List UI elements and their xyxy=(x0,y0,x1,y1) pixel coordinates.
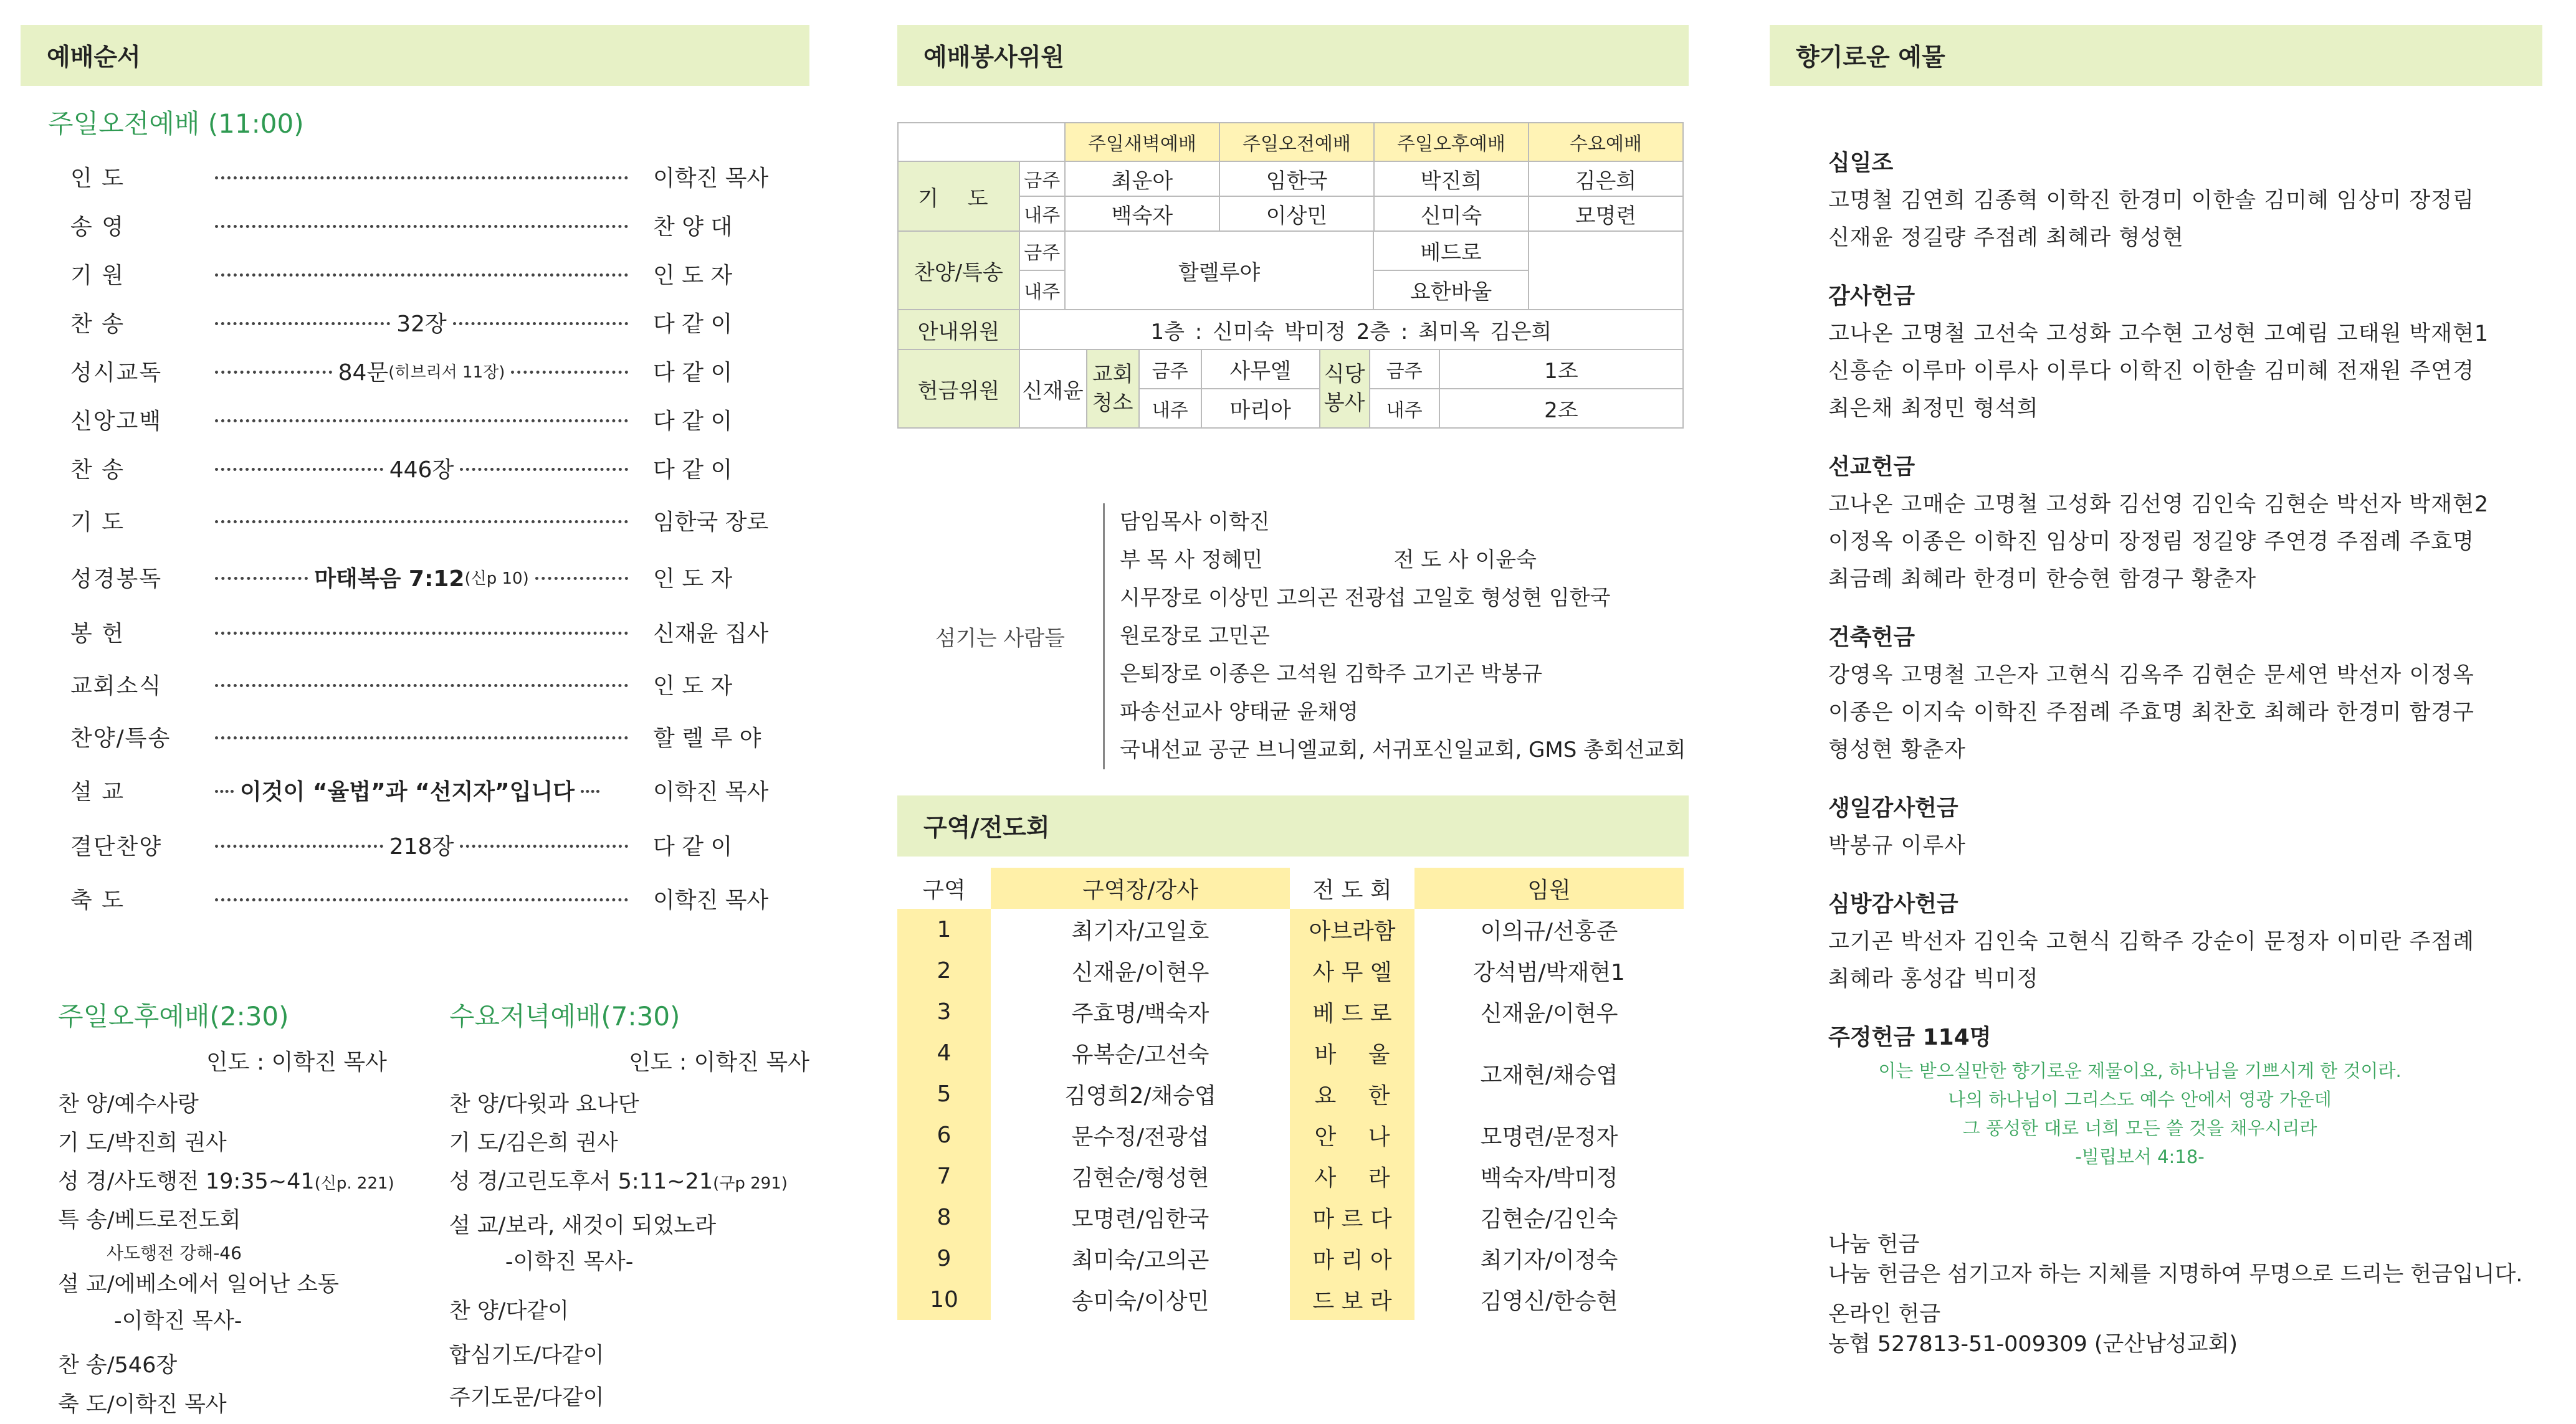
list-item: 설 교/보라, 새것이 되었노라 xyxy=(449,1213,717,1238)
list-item: 사도행전 강해-46 xyxy=(107,1243,242,1263)
list-item: 주기도문/다같이 xyxy=(449,1385,604,1410)
column-header: 주일오후예배 xyxy=(1374,123,1529,161)
row-subheader: 금주 xyxy=(1370,350,1439,389)
wednesday-evening-service xyxy=(449,996,809,1424)
list-item: 합심기도/다같이 xyxy=(449,1343,604,1368)
sharing-offering-desc: 나눔 헌금은 섬기고자 하는 지체를 지명하여 무명으로 드리는 헌금입니다. xyxy=(1828,1262,2523,1287)
zones-table xyxy=(897,868,1684,1320)
sunday-afternoon-service xyxy=(21,996,449,1424)
sunday-morning-title: 주일오전예배 (11:00) xyxy=(48,108,304,139)
table-row: 10 송미숙/이상민 드 보 라 김영신/한승현 xyxy=(897,1279,1684,1320)
other-services xyxy=(21,996,809,1424)
column-header: 주일새벽예배 xyxy=(1065,123,1219,161)
list-item: 찬양/특송 할 렐 루 야 xyxy=(70,725,761,751)
column-header: 전 도 회 xyxy=(1290,868,1414,909)
table-row: 3 주효명/백숙자 베 드 로 신재윤/이현우 xyxy=(897,991,1684,1032)
list-item: 기 도 임한국 장로 xyxy=(70,509,769,535)
list-item: 봉 헌 신재윤 집사 xyxy=(70,620,769,647)
column-header: 구역장/강사 xyxy=(991,868,1290,909)
wednesday-evening-leader: 인도 : 이학진 목사 xyxy=(629,1050,809,1075)
table-cell: 신미숙 xyxy=(1374,196,1529,231)
row-header: 안내위원 xyxy=(898,310,1019,349)
offerings-column xyxy=(1770,0,2542,1359)
table-cell: 임한국 xyxy=(1219,161,1374,196)
list-item: 성시교독 84문 (히브리서 11장) 다 같 이 xyxy=(70,359,733,386)
list-item: 찬 송 32장 다 같 이 xyxy=(70,311,733,337)
column-header: 임원 xyxy=(1414,868,1684,909)
list-item: 고명철 김연희 김종혁 이학진 한경미 이한솔 김미혜 임상미 장정림 xyxy=(1828,188,2474,213)
row-header: 교회 청소 xyxy=(1087,350,1139,427)
offering-title: 주정헌금 114명 xyxy=(1828,1025,1992,1050)
sunday-afternoon-leader: 인도 : 이학진 목사 xyxy=(206,1050,387,1075)
table-row: 6 문수정/전광섭 안 나 모명련/문정자 xyxy=(897,1114,1684,1156)
list-item: 고나온 고명철 고선숙 고성화 고수현 고성현 고예림 고태원 박재현1 xyxy=(1828,321,2489,346)
list-item: 결단찬양 218장 다 같 이 xyxy=(70,833,733,860)
table-cell: 모명련 xyxy=(1529,196,1683,231)
row-header: 식당 봉사 xyxy=(1320,350,1370,427)
offerings-list xyxy=(1828,145,2542,1171)
row-header: 헌금위원 xyxy=(898,349,1019,428)
list-item: 찬 양/다윗과 요나단 xyxy=(449,1092,639,1117)
list-item: 최금례 최혜라 한경미 한승현 함경구 황춘자 xyxy=(1828,567,2257,592)
list-item: 담임목사 이학진 xyxy=(1120,510,1270,534)
sharing-offering-title: 나눔 헌금 xyxy=(1828,1232,1920,1257)
table-row: 9 최미숙/고의곤 마 리 아 최기자/이정숙 xyxy=(897,1238,1684,1279)
list-item: 기 도/김은희 권사 xyxy=(449,1131,618,1156)
list-item: 국내선교 공군 브니엘교회, 서귀포신일교회, GMS 총회선교회 xyxy=(1120,738,1686,762)
column-header: 구역 xyxy=(897,868,991,909)
list-item: 이정옥 이종은 이학진 임상미 장정림 정길양 주연경 주점례 주효명 xyxy=(1828,529,2474,554)
table-cell: 사무엘 xyxy=(1201,350,1320,389)
list-item: 설 교/에베소에서 일어난 소동 xyxy=(58,1272,339,1297)
offering-title: 심방감사헌금 xyxy=(1828,891,1958,917)
volunteers-column xyxy=(897,0,1689,1320)
offering-info xyxy=(1828,1230,2542,1359)
table-cell: 김은희 xyxy=(1529,161,1683,196)
list-item: 신앙고백 다 같 이 xyxy=(70,408,733,434)
table-cell: 베드로 xyxy=(1373,232,1528,270)
table-cell: 이상민 xyxy=(1219,196,1374,231)
online-offering-title: 온라인 헌금 xyxy=(1828,1302,1941,1327)
list-item: 송 영 찬 양 대 xyxy=(70,214,733,240)
table-cell: 2조 xyxy=(1439,389,1682,427)
list-item: 특 송/베드로전도회 xyxy=(58,1208,241,1233)
row-header: 기 도 xyxy=(898,161,1019,231)
zones-header: 구역/전도회 xyxy=(897,795,1689,857)
list-item: 파송선교사 양태균 윤채영 xyxy=(1120,700,1358,724)
table-cell: 1층 : 신미숙 박미정 2층 : 최미옥 김은희 xyxy=(1019,310,1683,349)
row-subheader: 금주 xyxy=(1139,350,1201,389)
list-item: 성경봉독 마태복음 7:12 (신p 10) 인 도 자 xyxy=(70,566,733,592)
row-subheader: 내주 xyxy=(1019,196,1065,231)
list-item: 기 도/박진희 권사 xyxy=(58,1131,227,1156)
list-item: 찬 양/예수사랑 xyxy=(58,1092,199,1117)
list-item: 은퇴장로 이종은 고석원 김학주 고기곤 박봉규 xyxy=(1120,662,1543,686)
list-item: 시무장로 이상민 고의곤 전광섭 고일호 형성현 임한국 xyxy=(1120,586,1611,610)
list-item: 최은채 최정민 형석희 xyxy=(1828,396,2039,421)
staff-label: 섬기는 사람들 xyxy=(935,626,1065,651)
list-item: 고나온 고매순 고명철 고성화 김선영 김인숙 김현순 박선자 박재현2 xyxy=(1828,492,2489,517)
list-item: 형성현 황춘자 xyxy=(1828,738,1966,762)
list-item: 최혜라 홍성갑 빅미정 xyxy=(1828,967,2039,992)
volunteer-table xyxy=(897,122,1684,429)
offering-title: 선교헌금 xyxy=(1828,454,1915,480)
list-item: 박봉규 이루사 xyxy=(1828,833,1966,858)
column-header: 주일오전예배 xyxy=(1219,123,1374,161)
offering-title: 생일감사헌금 xyxy=(1828,795,1958,821)
scripture-verse: 이는 받으실만한 향기로운 제물이요, 하나님을 기쁘시게 한 것이라. 나의 하나님이 그리스도 예수 안에서 영광 가운데 그 풍성한 대로 너희 모든 쓸 것을 채우시리라 -빌립보서 4:18- xyxy=(1878,1060,2402,1167)
list-item: -이학진 목사- xyxy=(505,1250,634,1274)
list-item: 강영옥 고명철 고은자 고현식 김옥주 김현순 문세연 박선자 이정옥 xyxy=(1828,663,2474,688)
offerings-header: 향기로운 예물 xyxy=(1770,25,2542,86)
table-cell: 최운아 xyxy=(1065,161,1219,196)
volunteers-header: 예배봉사위원 xyxy=(897,25,1689,86)
table-row: 1 최기자/고일호 아브라함 이의규/선홍준 xyxy=(897,909,1684,950)
row-subheader: 내주 xyxy=(1139,389,1201,427)
list-item: -이학진 목사- xyxy=(114,1309,242,1334)
table-row: 4 유복순/고선숙 바 울 고재현/채승엽 xyxy=(897,1032,1684,1073)
list-item: 인 도 이학진 목사 xyxy=(70,165,769,191)
table-row: 5 김영희2/채승엽 요 한 xyxy=(897,1073,1684,1114)
list-item: 신재윤 정길량 주점례 최혜라 형성현 xyxy=(1828,225,2184,250)
column-header: 수요예배 xyxy=(1529,123,1683,161)
row-header: 찬양/특송 xyxy=(898,231,1019,310)
row-subheader: 금주 xyxy=(1019,231,1065,270)
list-item: 교회소식 인 도 자 xyxy=(70,673,733,699)
table-cell: 박진희 xyxy=(1374,161,1529,196)
table-row: 2 신재윤/이현우 사 무 엘 강석범/박재현1 xyxy=(897,950,1684,991)
worship-order-list xyxy=(70,152,790,924)
list-item: 찬 양/다같이 xyxy=(449,1299,569,1324)
list-item: 성 경/고린도후서 5:11~21(구p 291) xyxy=(449,1169,788,1194)
offering-title: 십일조 xyxy=(1828,150,1894,176)
row-subheader: 내주 xyxy=(1370,389,1439,427)
list-item: 축 도/이학진 목사 xyxy=(58,1392,227,1417)
table-cell: 1조 xyxy=(1439,350,1682,389)
sunday-afternoon-title: 주일오후예배(2:30) xyxy=(58,1001,289,1032)
online-offering-account: 농협 527813-51-009309 (군산남성교회) xyxy=(1828,1332,2238,1357)
offering-title: 건축헌금 xyxy=(1828,625,1915,650)
church-staff xyxy=(897,503,1689,769)
table-row: 8 모명련/임한국 마 르 다 김현순/김인숙 xyxy=(897,1197,1684,1238)
table-cell: 마리아 xyxy=(1201,389,1320,427)
wednesday-evening-title: 수요저녁예배(7:30) xyxy=(449,1001,680,1032)
table-cell: 백숙자 xyxy=(1065,196,1219,231)
table-cell: 요한바울 xyxy=(1373,270,1528,309)
list-item: 이종은 이지숙 이학진 주점례 주효명 최찬호 최혜라 한경미 함경구 xyxy=(1828,700,2474,725)
list-item: 찬 송 446장 다 같 이 xyxy=(70,457,733,483)
staff-list xyxy=(1103,503,1686,769)
list-item: 성 경/사도행전 19:35~41(신p. 221) xyxy=(58,1169,394,1194)
table-row: 7 김현순/형성현 사 라 백숙자/박미정 xyxy=(897,1156,1684,1197)
list-item: 원로장로 고민곤 xyxy=(1120,624,1270,648)
offering-title: 감사헌금 xyxy=(1828,283,1915,309)
table-cell: 할렐루야 xyxy=(1178,260,1261,285)
list-item: 부 목 사 정혜민 전 도 사 이윤숙 xyxy=(1120,548,1537,572)
worship-order-header: 예배순서 xyxy=(21,25,809,86)
list-item: 기 원 인 도 자 xyxy=(70,262,733,288)
list-item: 찬 송/546장 xyxy=(58,1353,178,1378)
worship-order-column xyxy=(21,0,809,1424)
row-subheader: 금주 xyxy=(1019,161,1065,196)
table-cell: 신재윤 xyxy=(1022,378,1084,404)
list-item: 신흥순 이루마 이루사 이루다 이학진 이한솔 김미혜 전재원 주연경 xyxy=(1828,359,2474,384)
list-item: 축 도 이학진 목사 xyxy=(70,887,769,913)
list-item: 설 교 이것이 “율법”과 “선지자”입니다 이학진 목사 xyxy=(70,779,769,805)
list-item: 고기곤 박선자 김인숙 고현식 김학주 강순이 문정자 이미란 주점례 xyxy=(1828,929,2474,954)
row-subheader: 내주 xyxy=(1019,270,1065,310)
